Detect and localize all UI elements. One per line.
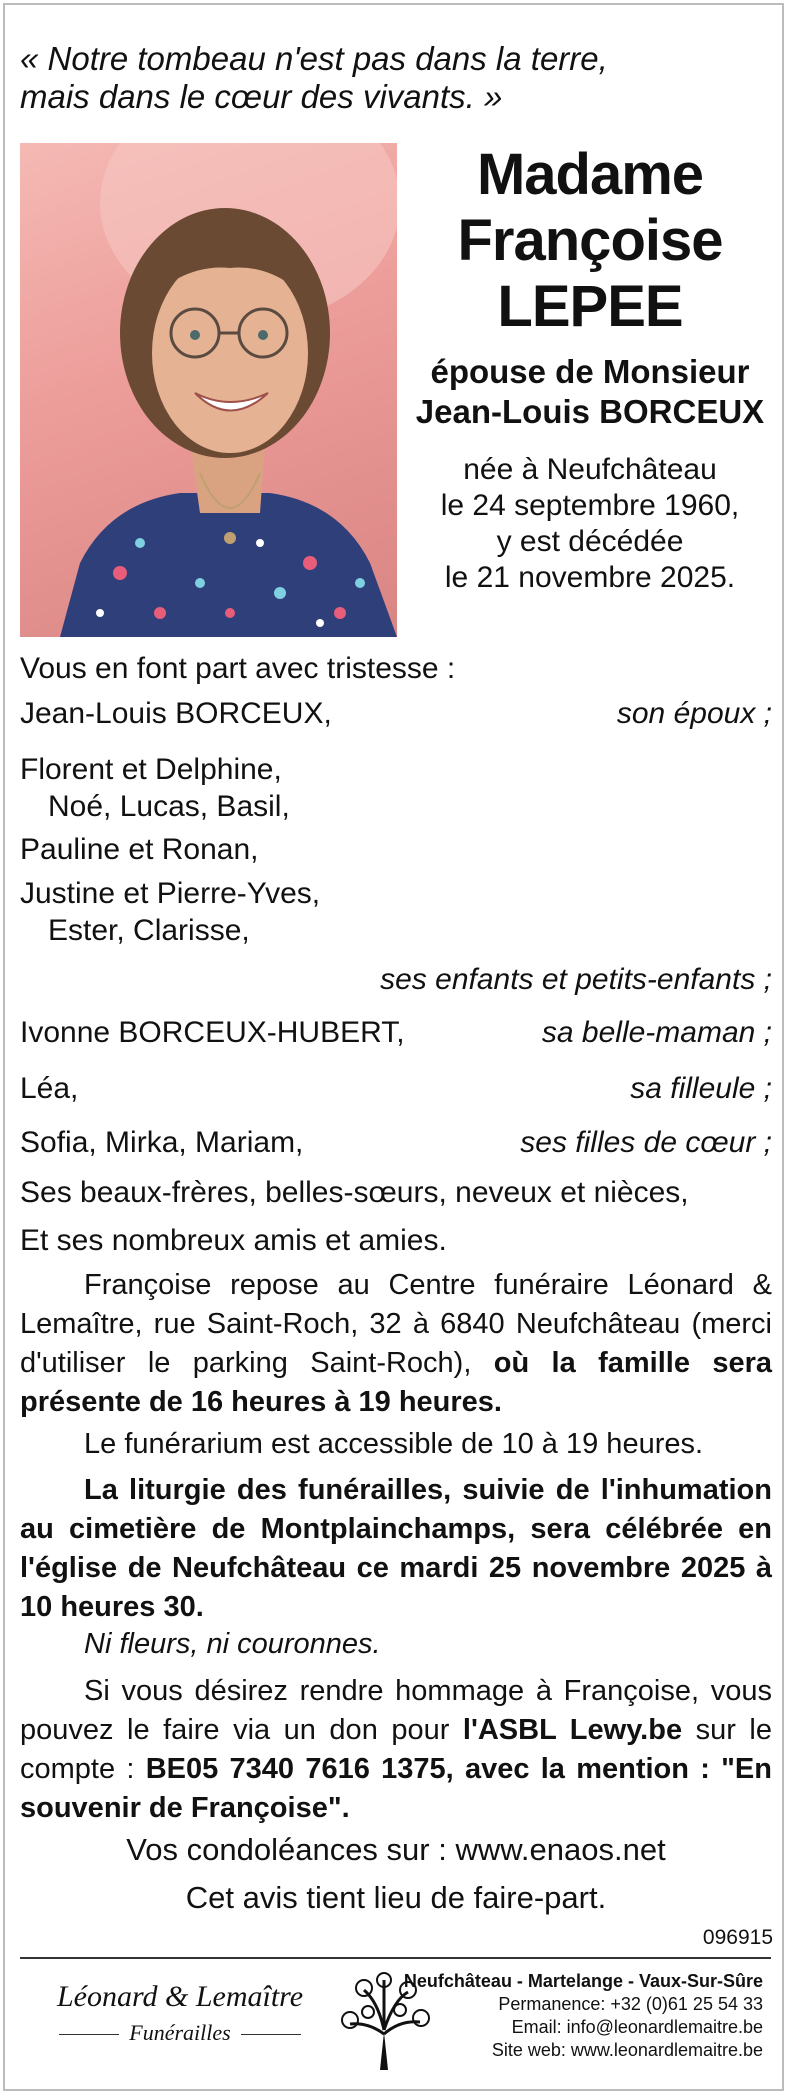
family-row-heart-daughters (20, 1126, 772, 1162)
family-member-name: Ivonne BORCEUX-HUBERT, (20, 1016, 405, 1049)
quote-line: « Notre tombeau n'est pas dans la terre, (20, 40, 608, 77)
family-intro (20, 652, 772, 688)
birth-place: née à Neufchâteau (463, 453, 717, 486)
donation-text: Si vous désirez rendre hommage à Françoise, vous pouvez le faire via un don pour (20, 1675, 772, 1746)
family-member-name: Pauline et Ronan, (20, 833, 259, 866)
reference-number: 096915 (702, 1926, 773, 1949)
flowers-text: Ni fleurs, ni couronnes. (84, 1628, 381, 1660)
family-member-role: ses filles de cœur ; (520, 1126, 772, 1159)
family-row-children-3 (20, 877, 772, 913)
brand-subtitle-text: Funérailles (129, 2020, 231, 2045)
access-text: Le funérarium est accessible de 10 à 19 heures. (84, 1428, 704, 1460)
family-row-husband (20, 697, 772, 733)
family-row-children-1 (20, 753, 772, 789)
notice-text: Cet avis tient lieu de faire-part. (185, 1880, 607, 1915)
birth-death-info (410, 452, 770, 596)
death-date: le 21 novembre 2025. (444, 561, 736, 594)
repose-text: Françoise repose au Centre funéraire Léonard & Lemaître, rue Saint-Roch, 32 à 6840 Neufchâteau (merci d'utiliser le parking Saint-Roch), (20, 1269, 772, 1379)
family-member-name: Ester, Clarisse, (48, 914, 250, 947)
donation-account: BE05 7340 7616 1375, avec la mention : "En souvenir de Françoise". (20, 1753, 772, 1824)
repose-paragraph (20, 1266, 772, 1422)
contact-phone: Permanence: +32 (0)61 25 54 33 (498, 1994, 763, 2014)
family-row-grandchildren-3 (20, 914, 772, 950)
contact-email: Email: info@leonardlemaitre.be (511, 2017, 763, 2037)
deceased-name-block (410, 142, 770, 596)
birth-date: le 24 septembre 1960, (440, 489, 740, 522)
family-member-role: sa filleule ; (630, 1072, 772, 1105)
family-member-name: Florent et Delphine, (20, 753, 282, 786)
liturgy-text: La liturgie des funérailles, suivie de l'inhumation au cimetière de Montplainchamps, sera célébrée en l'église de Neufchâteau ce mardi 25 novembre 2025 à 10 heures 30. (20, 1474, 772, 1623)
last-name: LEPEE (497, 274, 683, 339)
family-member-name: Sofia, Mirka, Mariam, (20, 1126, 304, 1159)
access-paragraph (20, 1425, 772, 1464)
family-row-goddaughter (20, 1072, 772, 1108)
donation-text: sur le compte : (20, 1714, 772, 1785)
family-member-name: Et ses nombreux amis et amies. (20, 1224, 447, 1257)
flowers-paragraph (20, 1625, 772, 1664)
funeral-home-contact (404, 1970, 763, 2062)
liturgy-paragraph (20, 1471, 772, 1627)
family-member-name: Jean-Louis BORCEUX, (20, 697, 332, 730)
family-row-grandchildren-1 (20, 790, 772, 826)
funeral-home-brand (30, 1980, 330, 2046)
family-row-children-2 (20, 833, 772, 869)
brand-name: Léonard & Lemaître (56, 1980, 304, 2013)
family-member-role: ses enfants et petits-enfants ; (380, 963, 772, 996)
brand-subtitle (30, 2020, 330, 2046)
first-name: Françoise (457, 208, 723, 273)
contact-towns: Neufchâteau - Martelange - Vaux-Sur-Sûre (403, 1971, 763, 1991)
family-row-children-role (20, 963, 772, 999)
family-row-friends (20, 1224, 772, 1260)
spouse-line-2: Jean-Louis BORCEUX (415, 393, 765, 430)
donation-charity: l'ASBL Lewy.be (462, 1714, 683, 1746)
family-row-inlaws (20, 1176, 772, 1212)
repose-hours: où la famille sera présente de 16 heures à 19 heures. (20, 1347, 772, 1418)
family-member-name: Noé, Lucas, Basil, (48, 790, 290, 823)
family-member-name: Justine et Pierre-Yves, (20, 877, 321, 910)
family-member-role: son époux ; (616, 697, 772, 730)
family-row-mother-in-law (20, 1016, 772, 1052)
portrait-illustration (20, 143, 397, 637)
death-place: y est décédée (496, 525, 684, 558)
family-member-name: Ses beaux-frères, belles-sœurs, neveux et nièces, (20, 1176, 689, 1209)
honorific: Madame (476, 142, 704, 207)
spouse-line-1: épouse de Monsieur (430, 353, 750, 390)
condolences-line (20, 1826, 772, 1922)
donation-paragraph (20, 1672, 772, 1828)
family-member-name: Léa, (20, 1072, 79, 1105)
portrait-photo (20, 143, 397, 637)
family-member-role: sa belle-maman ; (541, 1016, 772, 1049)
condolences-text: Vos condoléances sur : www.enaos.net (126, 1832, 666, 1867)
intro-text: Vous en font part avec tristesse : (20, 652, 456, 685)
epigraph-quote (20, 40, 760, 116)
quote-line: mais dans le cœur des vivants. » (20, 78, 503, 115)
footer-divider (20, 1957, 771, 1959)
contact-website: Site web: www.leonardlemaitre.be (491, 2040, 763, 2060)
spouse-line (410, 352, 770, 432)
